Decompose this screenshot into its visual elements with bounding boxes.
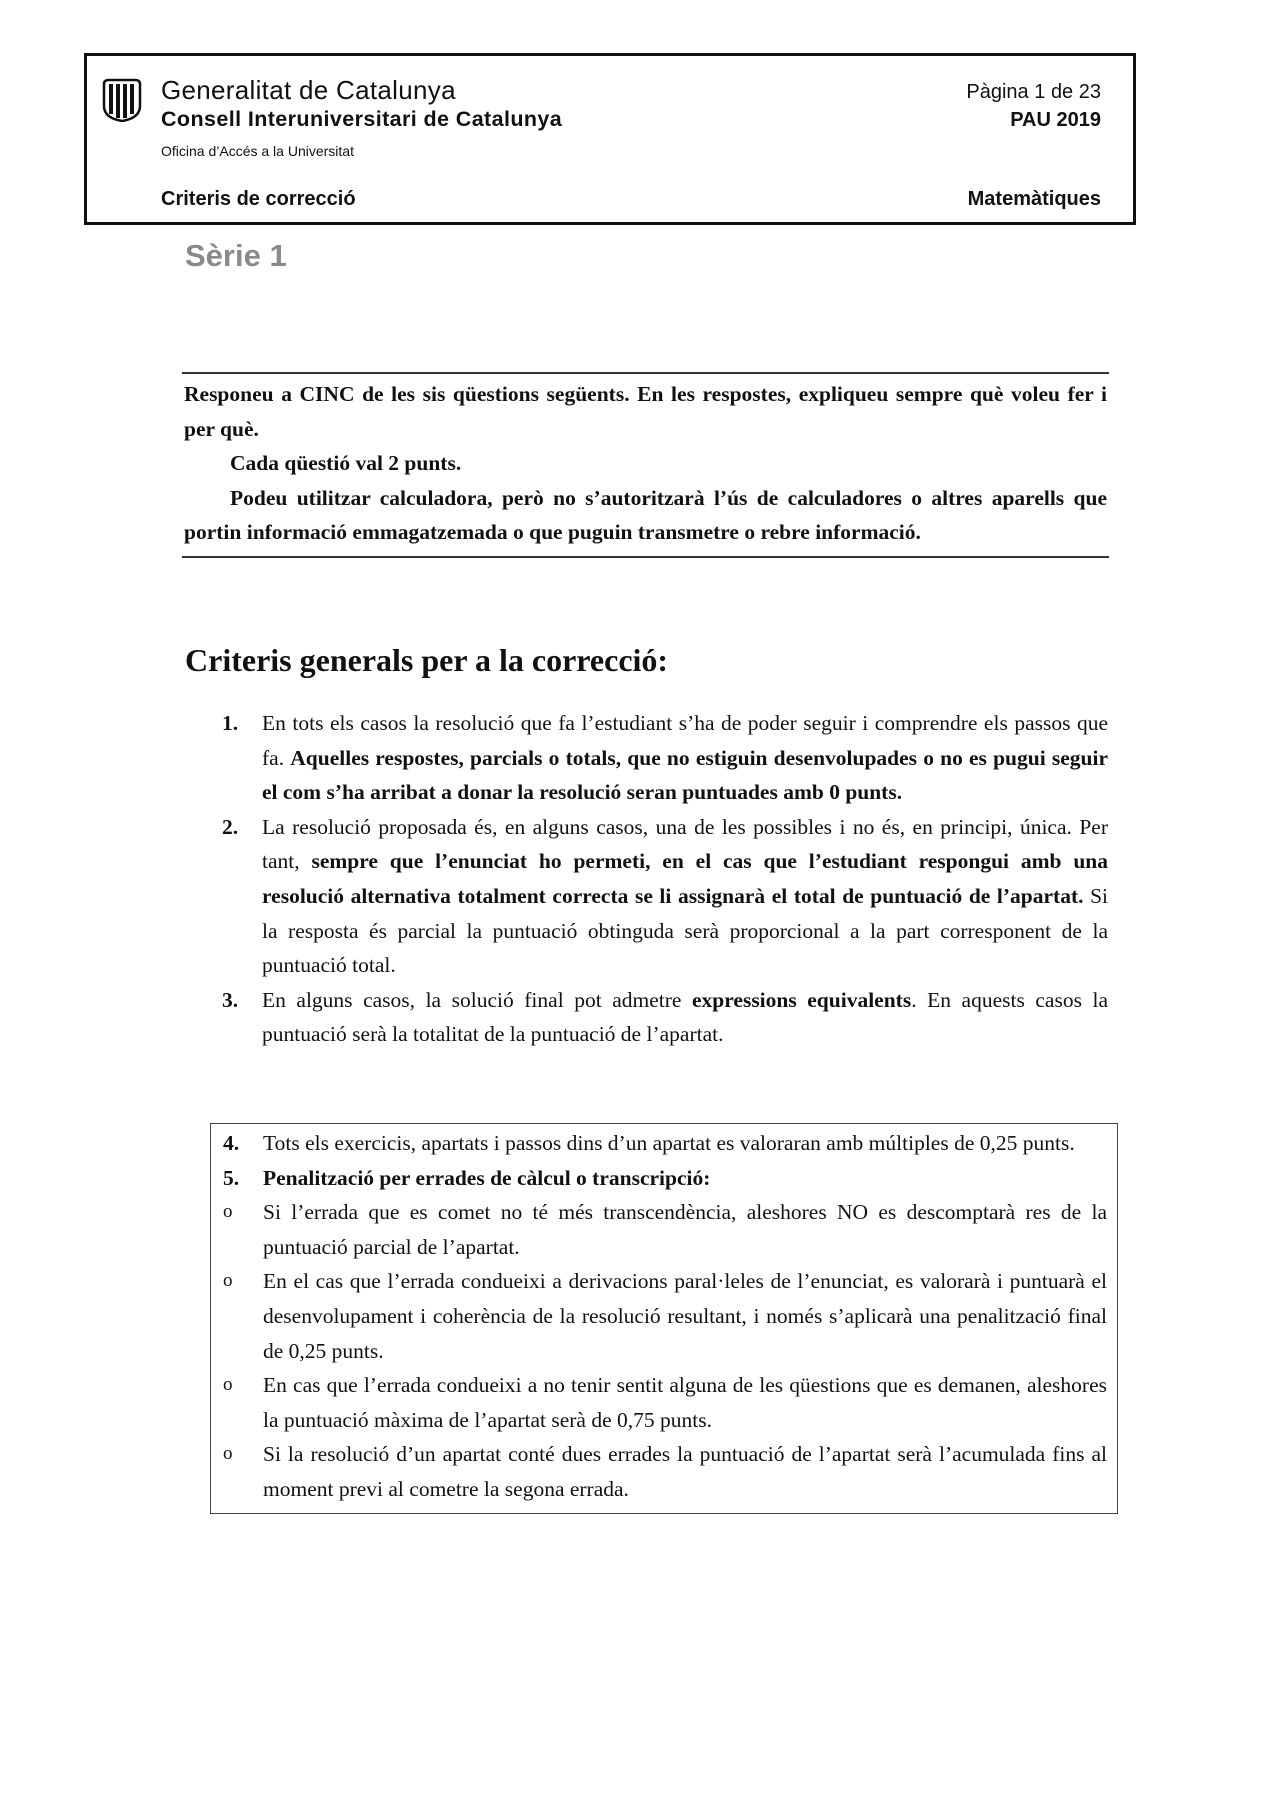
criterion-text: En tots els casos la resolució que fa l’estudiant s’ha de poder seguir i comprendre els passos que fa. xyxy=(262,711,1108,770)
criterion-item xyxy=(222,810,1108,983)
org-council: Consell Interuniversitari de Catalunya xyxy=(161,107,563,131)
penalty-bullet-text: En el cas que l’errada condueixi a derivacions paral·leles de l’enunciat, es valorarà i puntuarà el desenvolupament i coherència de la resolució resultant, i només s’aplicarà una penalització final de 0,25 punts. xyxy=(263,1269,1107,1363)
page-label: Pàgina xyxy=(966,81,1029,103)
criterion-text: En alguns casos, la solució final pot admetre xyxy=(262,987,692,1012)
bullet-circle-icon: o xyxy=(223,1374,233,1396)
instructions-line-1: Responeu a CINC de les sis qüestions següents. En les respostes, expliqueu sempre què voleu fer i per què. xyxy=(184,382,1107,441)
penalty-bullet xyxy=(223,1437,1107,1506)
criterion-bold-text: Aquelles respostes, parcials o totals, que no estiguin desenvolupades o no es pugui seguir el com s’ha arribat a donar la resolució seran puntuades amb 0 punts. xyxy=(262,745,1109,805)
org-office: Oficina d’Accés a la Universitat xyxy=(161,143,354,159)
criterion-number: 4. xyxy=(223,1131,240,1155)
criterion-item xyxy=(223,1161,1107,1196)
penalty-criteria-box xyxy=(210,1123,1118,1514)
criterion-bold-text: sempre que l’enunciat ho permeti, en el cas que l’estudiant respongui amb una resolució alternativa totalment correcta se li assignarà el total de puntuació de l’apartat. xyxy=(262,849,1108,908)
criterion-number: 3. xyxy=(222,987,239,1012)
page-current: 1 xyxy=(1034,81,1046,103)
page-indicator xyxy=(966,80,1101,104)
penalty-bullet-text: Si la resolució d’un apartat conté dues errades la puntuació de l’apartat serà l’acumulada fins al moment previ al cometre la segona errada. xyxy=(263,1442,1107,1501)
penalty-bullet xyxy=(223,1264,1107,1368)
criteria-list xyxy=(222,706,1108,1052)
penalty-bullet-text: Si l’errada que es comet no té més transcendència, aleshores NO es descomptarà res de la puntuació parcial de l’apartat. xyxy=(263,1200,1107,1259)
page-of: de xyxy=(1050,81,1074,103)
exam-instructions xyxy=(182,372,1109,558)
exam-name: PAU 2019 xyxy=(1010,109,1101,131)
page-total: 23 xyxy=(1078,81,1101,103)
criterion-text: Tots els exercicis, apartats i passos dins d’un apartat es valoraran amb múltiples de 0,25 punts. xyxy=(263,1131,1075,1155)
penalty-bullet-text: En cas que l’errada condueixi a no tenir sentit alguna de les qüestions que es demanen, aleshores la puntuació màxima de l’apartat serà de 0,75 punts. xyxy=(263,1373,1107,1432)
instructions-line-2: Cada qüestió val 2 punts. xyxy=(230,451,462,475)
bullet-circle-icon: o xyxy=(223,1201,233,1223)
series-title: Sèrie 1 xyxy=(185,238,287,273)
criterion-number: 2. xyxy=(222,814,239,839)
document-type: Criteris de correcció xyxy=(161,188,356,210)
penalty-title: Penalització per errades de càlcul o transcripció: xyxy=(263,1165,711,1190)
penalty-bullet xyxy=(223,1368,1107,1437)
criterion-number: 5. xyxy=(223,1165,240,1190)
criterion-bold-text: expressions equivalents xyxy=(692,987,912,1012)
criterion-text-end: . En aquests casos la puntuació serà la totalitat de la puntuació de l’apartat. xyxy=(262,987,1108,1047)
bullet-circle-icon: o xyxy=(223,1270,233,1292)
section-title: Criteris generals per a la correcció: xyxy=(185,642,669,678)
criterion-number: 1. xyxy=(222,711,239,735)
criterion-item xyxy=(223,1126,1107,1161)
criterion-item xyxy=(222,983,1108,1052)
document-header xyxy=(84,53,1136,225)
criterion-text: La resolució proposada és, en alguns casos, una de les possibles i no és, en principi, única. Per tant, xyxy=(262,814,1108,874)
subject: Matemàtiques xyxy=(967,188,1101,210)
catalonia-coat-of-arms-icon xyxy=(101,78,143,122)
instructions-line-3: Podeu utilitzar calculadora, però no s’autoritzarà l’ús de calculadores o altres aparells que portin informació emmagatzemada o que puguin transmetre o rebre informació. xyxy=(184,485,1107,544)
criterion-item xyxy=(222,706,1108,810)
penalty-bullet xyxy=(223,1195,1107,1264)
bullet-circle-icon: o xyxy=(223,1443,233,1465)
org-name: Generalitat de Catalunya xyxy=(161,75,456,105)
criterion-text-end: Si la resposta és parcial la puntuació obtinguda serà proporcional a la part corresponent de la puntuació total. xyxy=(262,883,1109,978)
